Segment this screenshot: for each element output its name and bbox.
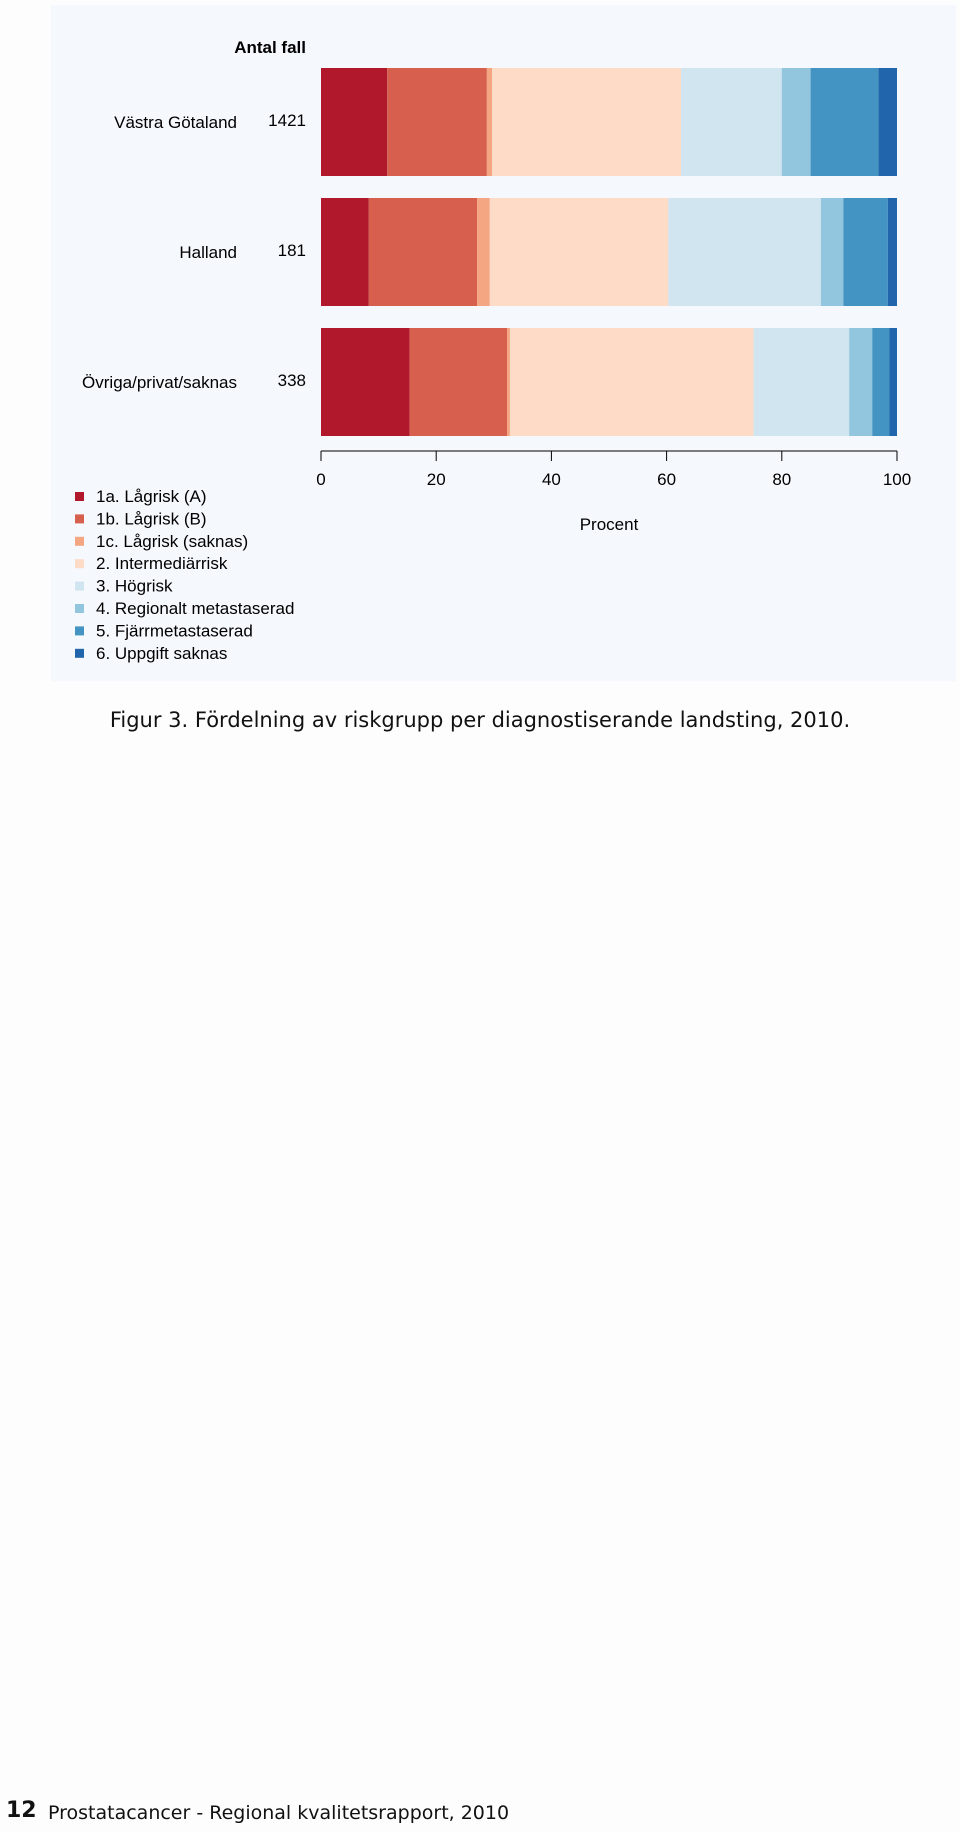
legend-label: 1c. Lågrisk (saknas)	[96, 531, 249, 551]
x-tick-label: 20	[426, 470, 446, 489]
legend-swatch	[75, 582, 84, 591]
count-header: Antal fall	[234, 38, 306, 57]
bar-segment	[321, 68, 387, 176]
x-tick-label: 0	[316, 470, 326, 489]
bar-segment	[369, 198, 477, 306]
bar-segment	[668, 198, 821, 306]
bar-segment	[821, 198, 843, 306]
bar-segment	[321, 198, 369, 306]
legend-label: 2. Intermediärrisk	[96, 554, 228, 574]
bar-segment	[843, 198, 887, 306]
bar-segment	[510, 328, 754, 436]
legend-swatch	[75, 559, 84, 568]
bar-segment	[410, 328, 507, 436]
legend-label: 5. Fjärrmetastaserad	[96, 621, 253, 641]
footer-text: Prostatacancer - Regional kvalitetsrapport, 2010	[48, 1802, 510, 1824]
bar-segment	[879, 68, 897, 176]
bar-segment	[492, 68, 681, 176]
bar-segment	[754, 328, 850, 436]
category-label: Västra Götaland	[114, 113, 237, 132]
figure-caption: Figur 3. Fördelning av riskgrupp per diagnostiserande landsting, 2010.	[109, 708, 851, 732]
bar-segment	[681, 68, 782, 176]
bar-segment	[849, 328, 872, 436]
bar-segment	[487, 68, 492, 176]
bar-segment	[321, 328, 410, 436]
bar-segment	[490, 198, 669, 306]
bar-segment	[507, 328, 510, 436]
x-axis-label: Procent	[579, 515, 639, 534]
stacked-bar-chart	[51, 5, 956, 681]
legend-swatch	[75, 514, 84, 523]
x-tick-label: 60	[657, 470, 677, 489]
legend-label: 6. Uppgift saknas	[96, 643, 228, 663]
legend-swatch	[75, 604, 84, 613]
category-label: Halland	[179, 243, 237, 262]
chart-panel	[51, 5, 956, 681]
bar-segment	[890, 328, 897, 436]
legend-label: 3. Högrisk	[96, 576, 173, 596]
legend-label: 1a. Lågrisk (A)	[96, 487, 207, 506]
bar-segment	[872, 328, 889, 436]
bar-segment	[888, 198, 897, 306]
bar-segment	[387, 68, 487, 176]
x-tick-label: 100	[882, 470, 912, 489]
bar-segment	[811, 68, 879, 176]
legend-swatch	[75, 537, 84, 546]
legend-swatch	[75, 649, 84, 658]
x-tick-label: 80	[772, 470, 792, 489]
x-tick-label: 40	[541, 470, 561, 489]
category-label: Övriga/privat/saknas	[82, 373, 237, 392]
bar-segment	[782, 68, 811, 176]
count-label: 181	[277, 241, 306, 260]
legend-swatch	[75, 492, 84, 501]
bar-segment	[477, 198, 490, 306]
count-label: 338	[277, 371, 306, 390]
page-number: 12	[6, 1798, 37, 1823]
legend-swatch	[75, 626, 84, 635]
legend-label: 1b. Lågrisk (B)	[96, 509, 207, 529]
legend-label: 4. Regionalt metastaserad	[96, 599, 295, 618]
count-label: 1421	[268, 111, 306, 130]
